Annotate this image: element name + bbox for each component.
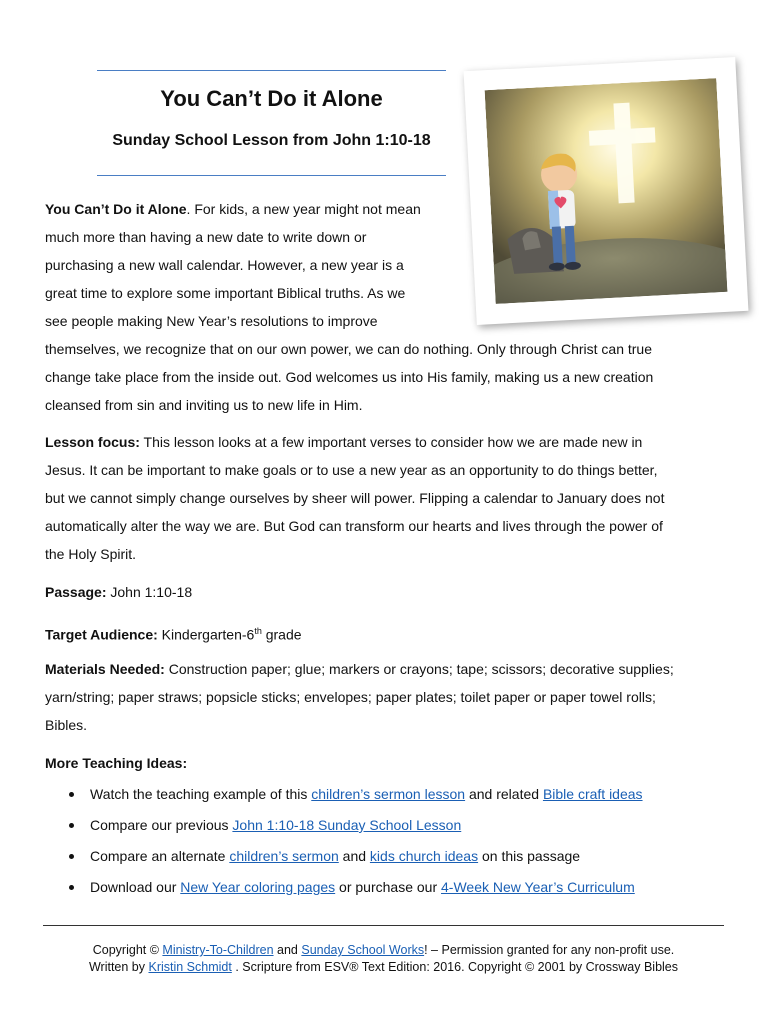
intro-line-1-text: . For kids, a new year might not mean [186,201,421,217]
bullet-dot-icon [69,823,74,828]
list-item-pre: Download our [90,879,181,895]
list-item-mid: and related [465,786,543,802]
target-audience-after: grade [261,626,302,643]
list-item-pre: Compare our previous [90,817,233,833]
new-year-curriculum-link[interactable]: 4-Week New Year’s Curriculum [441,879,635,895]
bullet-dot-icon [69,854,74,859]
new-year-coloring-pages-link[interactable]: New Year coloring pages [180,879,336,895]
passage-value: John 1:10-18 [106,584,193,600]
list-item-text [90,842,580,870]
childrens-sermon-lesson-link[interactable]: children’s sermon lesson [311,786,466,802]
lesson-focus-line-5: the Holy Spirit. [45,546,137,562]
intro-line-8: cleansed from sin and inviting us to new life in Him. [45,397,363,413]
lesson-header [97,70,446,176]
lesson-focus-line-1-text: This lesson looks at a few important verses to consider how we are made new in [139,434,643,450]
page-subtitle: Sunday School Lesson from John 1:10-18 [112,132,431,149]
more-teaching-ideas-heading [45,749,187,777]
lesson-focus-line-3: but we cannot simply change ourselves by sheer will power. Flipping a calendar to January does not [45,490,665,506]
materials-line-2: yarn/string; paper straws; popsicle sticks; envelopes; paper plates; toilet paper or paper towel rolls; [45,689,656,705]
bullet-dot-icon [69,885,74,890]
list-item-text [90,780,643,808]
intro-line-6: themselves, we recognize that on our own power, we can do nothing. Only through Christ can true [45,341,653,357]
materials-line-1-text: Construction paper; glue; markers or crayons; tape; scissors; decorative supplies; [164,661,674,677]
sunday-school-works-link[interactable]: Sunday School Works [301,943,425,957]
intro-line-1 [45,195,421,223]
lesson-focus-line-1 [45,428,642,456]
list-item-mid: and [338,848,370,864]
list-item-pre: Watch the teaching example of this [90,786,312,802]
passage-line [45,578,192,606]
lesson-focus-line-2: Jesus. It can be important to make goals or to use a new year as an opportunity to do things better, [45,462,658,478]
list-item-text [90,873,635,901]
list-item-text [90,811,461,839]
footer-divider [43,925,724,926]
target-audience-value: Kindergarten-6 [157,626,255,643]
lesson-focus-line-4: automatically alter the way we are. But God can transform our hearts and lives through the power of [45,518,663,534]
kids-church-ideas-link[interactable]: kids church ideas [369,848,479,864]
materials-label: Materials Needed: [45,661,165,677]
intro-line-7: change take place from the inside out. God welcomes us into His family, making us a new creation [45,369,654,385]
materials-line-1 [45,655,674,683]
footer-scripture-text: . Scripture from ESV® Text Edition: 2016. Copyright © 2001 by Crossway Bibles [231,960,679,974]
footer-line-1 [43,942,724,959]
more-teaching-ideas-label: More Teaching Ideas: [45,755,188,771]
boy-with-cross-illustration [485,78,728,304]
target-audience-label: Target Audience: [45,626,158,643]
intro-line-4: great time to explore some important Biblical truths. As we [45,285,406,301]
list-item-pre: Compare an alternate [90,848,230,864]
copyright-footer [43,942,724,976]
header-top-rule [97,70,446,71]
passage-label: Passage: [45,584,107,600]
lesson-illustration-photo [464,57,749,325]
footer-copyright-text: Copyright © [92,943,163,957]
header-bottom-rule [97,175,446,176]
footer-and-text: and [273,943,302,957]
footer-written-by-text: Written by [88,960,149,974]
target-audience-sup: th [254,626,262,636]
intro-lead-bold: You Can’t Do it Alone [45,201,187,217]
list-item-mid: or purchase our [335,879,442,895]
intro-line-5: see people making New Year’s resolutions to improve [45,313,378,329]
list-item-post: on this passage [478,848,581,864]
materials-line-3: Bibles. [45,717,88,733]
intro-line-2: much more than having a new date to write down or [45,229,367,245]
childrens-sermon-link[interactable]: children’s sermon [229,848,339,864]
footer-permission-text: ! – Permission granted for any non-profit use. [424,943,675,957]
kristin-schmidt-link[interactable]: Kristin Schmidt [148,960,232,974]
lesson-focus-label: Lesson focus: [45,434,140,450]
intro-line-3: purchasing a new wall calendar. However, a new year is a [45,257,404,273]
bible-craft-ideas-link[interactable]: Bible craft ideas [542,786,643,802]
footer-line-2 [43,959,724,976]
ministry-to-children-link[interactable]: Ministry-To-Children [162,943,274,957]
john-sunday-school-lesson-link[interactable]: John 1:10-18 Sunday School Lesson [232,817,462,833]
target-audience-line [45,617,302,649]
bullet-dot-icon [69,792,74,797]
page-title: You Can’t Do it Alone [160,86,383,111]
